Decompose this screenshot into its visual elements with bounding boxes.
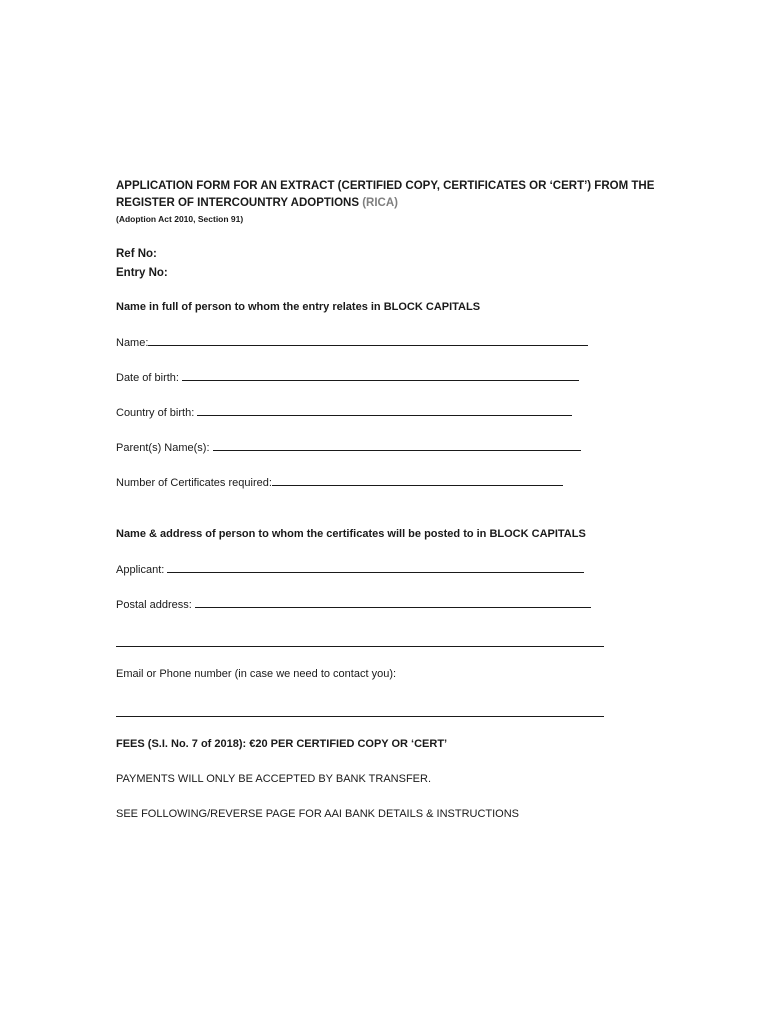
payments-text: PAYMENTS WILL ONLY BE ACCEPTED BY BANK TRANSFER.: [116, 773, 432, 785]
country-label: Country of birth:: [116, 407, 198, 419]
postal-input-line[interactable]: [195, 597, 591, 608]
applicant-field[interactable]: [116, 562, 584, 578]
parents-label: Parent(s) Name(s):: [116, 442, 213, 454]
name-field[interactable]: [116, 335, 588, 351]
postal-label: Postal address:: [116, 599, 195, 611]
dob-field[interactable]: [116, 370, 579, 386]
form-title-rica: (RICA): [362, 197, 398, 209]
postal-address-line-2[interactable]: [116, 645, 604, 647]
applicant-label: Applicant:: [116, 564, 168, 576]
postal-field[interactable]: [116, 597, 591, 613]
ref-no-label: Ref No:: [116, 248, 157, 260]
dob-input-line[interactable]: [182, 370, 579, 381]
form-subtitle: (Adoption Act 2010, Section 91): [116, 214, 244, 224]
reference-block: [116, 245, 168, 283]
country-field[interactable]: [116, 405, 572, 421]
entry-no-label: Entry No:: [116, 267, 168, 279]
name-input-line[interactable]: [148, 335, 588, 346]
form-title: [116, 178, 676, 212]
fees-text: FEES (S.I. No. 7 of 2018): €20 PER CERTIFIED COPY OR ‘CERT’: [116, 738, 448, 750]
certs-label: Number of Certificates required:: [116, 477, 272, 489]
section-recipient-heading: Name & address of person to whom the certificates will be posted to in BLOCK CAPITALS: [116, 528, 586, 540]
contact-label: Email or Phone number (in case we need to contact you):: [116, 668, 397, 680]
dob-label: Date of birth:: [116, 372, 183, 384]
form-header: [116, 178, 676, 225]
section-person-heading: Name in full of person to whom the entry relates in BLOCK CAPITALS: [116, 301, 481, 313]
form-title-text: APPLICATION FORM FOR AN EXTRACT (CERTIFIED COPY, CERTIFICATES OR ‘CERT’) FROM THE REGISTER OF INTERCOUNTRY ADOPTIONS: [116, 180, 655, 209]
country-input-line[interactable]: [197, 405, 572, 416]
certs-input-line[interactable]: [272, 475, 563, 486]
applicant-input-line[interactable]: [167, 562, 584, 573]
contact-input-line[interactable]: [116, 715, 604, 717]
bank-details-text: SEE FOLLOWING/REVERSE PAGE FOR AAI BANK DETAILS & INSTRUCTIONS: [116, 808, 520, 820]
certs-field[interactable]: [116, 475, 563, 491]
parents-field[interactable]: [116, 440, 581, 456]
name-label: Name:: [116, 337, 149, 349]
parents-input-line[interactable]: [213, 440, 581, 451]
